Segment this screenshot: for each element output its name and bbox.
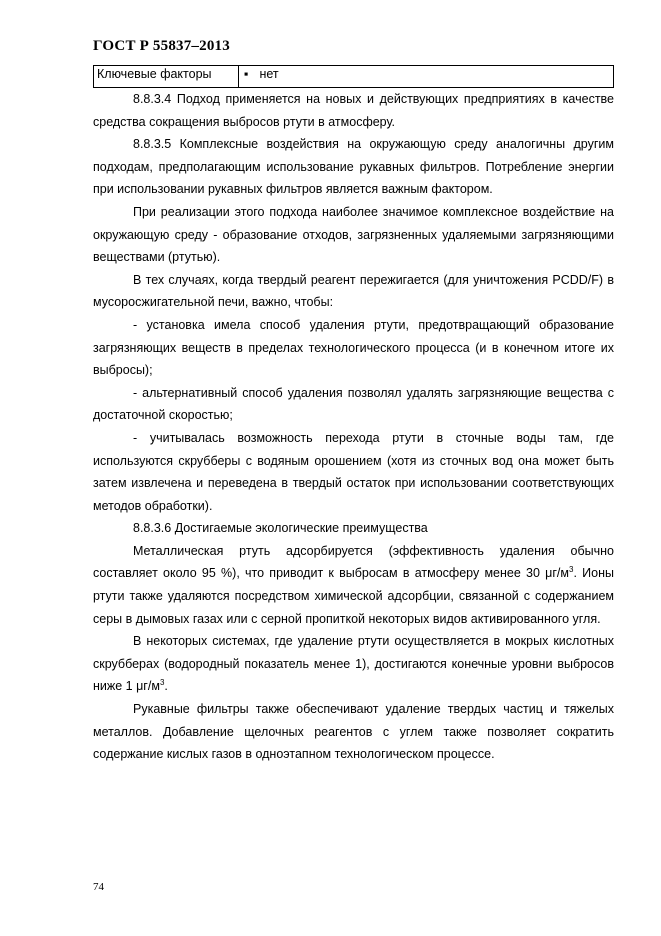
section-heading-8-8-3-6: 8.8.3.6 Достигаемые экологические преимущества — [133, 521, 428, 536]
paragraph-8-8-3-4: 8.8.3.4 Подход применяется на новых и действующих предприятиях в качестве средства сокращения выбросов ртути в атмосферу. — [93, 92, 614, 129]
table-cell-label: Ключевые факторы — [94, 66, 239, 88]
paragraph-impact: При реализации этого подхода наиболее значимое комплексное воздействие на окружающую среду - образование отходов, загрязненных удаляемыми загрязняющими веществами (ртутью). — [93, 204, 614, 265]
table-row — [94, 66, 614, 88]
superscript: 3 — [569, 565, 574, 575]
paragraph-conditions-intro: В тех случаях, когда твердый реагент пережигается (для уничтожения PCDD/F) в мусоросжигательной печи, важно, чтобы: — [93, 272, 614, 310]
factors-table — [93, 65, 614, 88]
table-cell-value — [239, 66, 614, 88]
document-code: ГОСТ Р 55837–2013 — [93, 38, 230, 54]
list-item: - установка имела способ удаления ртути, предотвращающий образование загрязняющих веществ в пределах технологического процесса (и в конечном итоге их выбросы); — [93, 317, 614, 378]
list-item: - учитывалась возможность перехода ртути в сточные воды там, где используются скрубберы с водяным орошением (хотя из сточных вод она может быть затем извлечена и переведена в твердый остаток при использовании соответствующих методов обработки). — [93, 430, 614, 513]
list-item: - альтернативный способ удаления позволял удалять загрязняющие вещества с достаточной скоростью; — [93, 385, 614, 423]
table-value-text: нет — [259, 67, 279, 81]
bullet-icon: ▪ — [244, 67, 249, 81]
paragraph-8-8-3-5: 8.8.3.5 Комплексные воздействия на окружающую среду аналогичны другим подходам, предполагающим использование рукавных фильтров. Потребление энергии при использовании рукавных фильтров является важным фактором. — [93, 137, 614, 197]
paragraph-bag-filters: Рукавные фильтры также обеспечивают удаление твердых частиц и тяжелых металлов. Добавление щелочных реагентов с углем также позволяет сократить содержание кислых газов в одноэтапном технологическом процессе. — [93, 702, 614, 762]
text-run: . — [164, 679, 168, 694]
paragraph-mercury-adsorption — [93, 540, 614, 630]
paragraph-wet-scrubbers — [93, 630, 614, 698]
document-body — [93, 88, 614, 766]
text-run: В некоторых системах, где удаление ртути осуществляется в мокрых кислотных скрубберах (водородный показатель менее 1), достигаются конечные уровни выбросов ниже 1 μг/м — [93, 634, 614, 694]
page-number: 74 — [93, 881, 104, 893]
text-run: . Ионы ртути также удаляются посредством химической адсорбции, связанной с содержанием серы в дымовых газах или с серной пропиткой некоторых видов активированного угля. — [93, 566, 614, 626]
text-run: Металлическая ртуть адсорбируется (эффективность удаления обычно составляет около 95 %), что приводит к выбросам в атмосферу менее 30 μг/м — [93, 543, 614, 581]
superscript: 3 — [159, 678, 165, 688]
